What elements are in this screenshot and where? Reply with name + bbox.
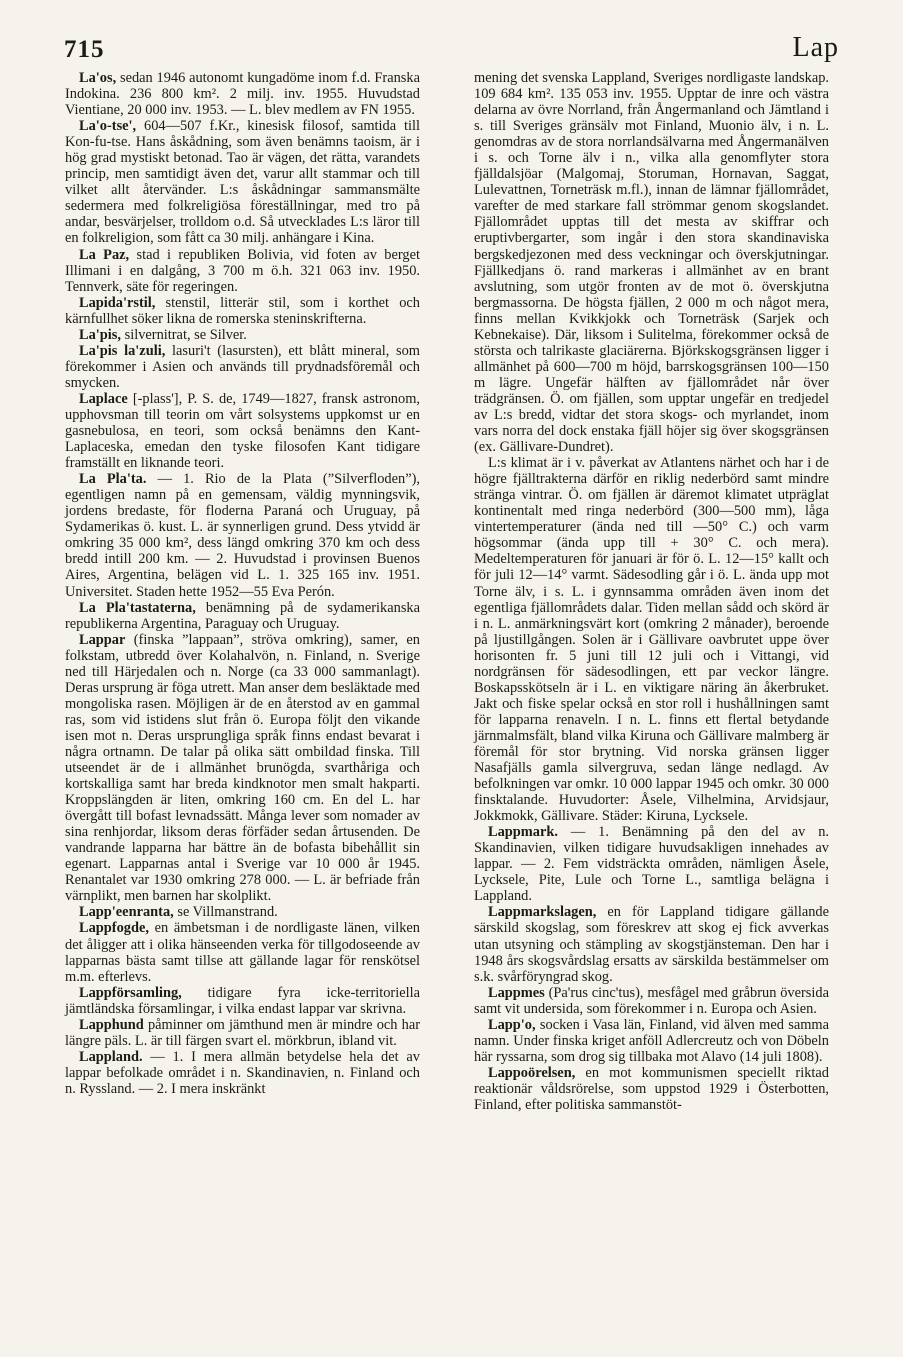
entry-text: lasuri't (lasursten), ett blått mineral, som förekommer i Asien och används till prydnadsföremål och smycken. (65, 342, 421, 391)
entry-text: påminner om jämthund men är mindre och har längre päls. L. är till färgen svart el. mörkbrun, ibland vit. (65, 1016, 420, 1049)
entry-headword: La'pis la'zuli, (79, 342, 166, 359)
entry-headword: La Pla'tastaterna, (79, 599, 196, 616)
dictionary-entry (65, 118, 420, 246)
dictionary-entry (474, 70, 829, 455)
dictionary-entry (65, 327, 420, 343)
entry-headword: Lappmarkslagen, (488, 904, 597, 921)
dictionary-entry (65, 1049, 420, 1097)
entry-headword: Lapp'eenranta, (79, 904, 174, 921)
entry-text: stad i republiken Bolivia, vid foten av berget Illimani i en dalgång, 3 700 m ö.h. 321 063 inv. 1950. Tennverk, säte för regeringen. (65, 246, 420, 295)
dictionary-entry (65, 343, 420, 391)
entry-text: (Pa'rus cinc'tus), mesfågel med gråbrun översida samt vit undersida, som förekommer i n. Europa och Asien. (474, 984, 829, 1017)
dictionary-entry (474, 985, 829, 1017)
entry-text: [-plass'], P. S. de, 1749—1827, fransk astronom, upphovsman till teorin om vårt solsystems uppkomst ur en gasnebulosa, en teori, som också benämns den Kant-Laplaceska, emedan den tyske filosofen Kant tidigare framställt en liknande teori. (65, 390, 420, 472)
entry-headword: Lapphund (79, 1016, 144, 1033)
entry-headword: Lappmark. (488, 824, 558, 841)
page-number: 715 (64, 36, 105, 63)
entry-text: 604—507 f.Kr., kinesisk filosof, samtida till Kon-fu-tse. Hans åskådning, som även benämns taoism, är i hög grad mystiskt betonad. Tao är vägen, det rätta, varandets princip, men samtidigt även det, varur allt stammar och till vilket allt återvänder. L:s åskådningar sammansmälte sedermera med folkreligiösa föreställningar, med tro på andar, besvärjelser, trolldom o.d. Så utvecklades L:s läror till en folkreligion, som fått ca 30 milj. anhängare i Kina. (65, 118, 420, 247)
entry-headword: La'os, (79, 70, 117, 86)
entry-text: (finska ”lappaan”, ströva omkring), samer, en folkstam, utbredd över Kolahalvön, n. Finland, n. Sverige ned till Härjedalen och n. Norge (ca 33 000 sammanlagt). Deras ursprung är föga utrett. Man anser dem besläktade med mongoliska rasen. Möjligen är de en återstod av en gammal ras, som vid istidens slut från ö. Europa följt den vikande isen mot n. Deras ursprungliga språk finns endast bevarat i några ortnamn. De talar på olika sätt ombildad finska. Till utseendet är de i allmänhet brunögda, svarthåriga och kortskalliga samt har breda kindknotor men smalt hakparti. Kroppslängden är liten, omkring 160 cm. En del L. har övergått till bofast levnadssätt. Många lever som nomader av sina renhjordar, liksom deras förfäder sedan årtusenden. De vandrande lapparna har bättre än de bofasta bibehållit sin egenart. Lapparnas antal i Sverige var 10 000 år 1945. Renantalet var 1930 omkring 278 000. — L. är befriade från värnplikt, men barnen har skolplikt. (65, 631, 420, 905)
entry-text: — 1. I mera allmän betydelse hela det av lappar befolkade området i n. Skandinavien, n. Finland och n. Ryssland. — 2. I mera inskränkt (65, 1048, 420, 1097)
dictionary-entry (65, 985, 420, 1017)
dictionary-entry (474, 1065, 829, 1113)
entry-text: — 1. Rio de la Plata (”Silverfloden”), egentligen namn på en gemensam, väldig mynningsvik, jordens bredaste, för floderna Paraná och Uruguay, på Sydamerikas ö. kust. L. är synnerligen grund. Dess ytvidd är omkring 35 000 km², dess längd omkring 370 km och dess bredd intill 200 km. — 2. Huvudstad i provinsen Buenos Aires, Argentina, belägen vid L. 1. 325 165 inv. 1951. Universitet. Staden hette 1952—55 Eva Perón. (65, 471, 420, 600)
entry-text: benämning på de sydamerikanska republikerna Argentina, Paraguay och Uruguay. (65, 599, 420, 632)
dictionary-entry (65, 295, 420, 327)
entry-text: mening det svenska Lappland, Sveriges nordligaste landskap. 109 684 km². 135 053 inv. 1955. Upptar de inre och västra delarna av övre Norrland, från Ångermanland och Jämtland i s. till Sveriges gränsälv mot Finland, Muonio älv, i n. L. genomdras av de stora norrlandsälvarna med Ångermanälven i s. och Torne älv i n., vilka alla genomflyter stora fjälldalsjöar (Malgomaj, Storuman, Hornavan, Saggat, Lulevattnen, Torneträsk m.fl.), innan de lämnar fjällområdet, varefter de med starkare fall strömmar genom skogslandet. Fjällområdet upptas till det mesta av skiffrar och eruptivbergarter, som ingår i den stora skandinaviska bergskedjezonen med dess veckningar och överskjutningar. Fjällkedjans ö. rand markeras i allmänhet av en brant avslutning, som utgör fronten av de mot ö. överskjutna bergmassorna. De högsta fjällen, 2 000 m och något mera, finns mellan Kvikkjokk och Torneträsk (Sarjek och Kebnekaise). Där, liksom i Sulitelma, förekommer också de största och talrikaste glaciärerna. Björkskogsgränsen ligger i allmänhet på 600—700 m höjd, barrskogsgränsen 100—150 m lägre. Ungefär hälften av fjällområdet når över trädgränsen. Ö. om fjällen, som upptar ungefär en tredjedel av L:s bredd, vidtar det stora skogs- och myrlandet, inom vars norra del dock enstaka fjäll höjer sig över skogsgränsen (ex. Gällivare-Dundret). (474, 70, 829, 456)
entry-headword: Lappfogde, (79, 920, 149, 937)
entry-headword: La Paz, (79, 246, 130, 263)
entry-text: en mot kommunismen speciellt riktad reaktionär våldsrörelse, som uppstod 1929 i Österbotten, Finland, efter politiska sammanstöt- (474, 1064, 829, 1113)
dictionary-entry (474, 1017, 829, 1065)
dictionary-entry (65, 471, 420, 599)
entry-text: silvernitrat, se Silver. (121, 326, 247, 343)
entry-text: en ämbetsman i de nordligaste länen, vilken det åligger att i olika hänseenden verka för tillgodoseende av lapparnas bästa samt tillse att gällande lagar för renskötsel m.m. efterlevs. (65, 920, 420, 985)
entry-headword: Lapp'o, (488, 1016, 536, 1033)
entry-headword: La Pla'ta. (79, 471, 147, 488)
dictionary-entry (65, 920, 420, 984)
dictionary-entry (65, 1017, 420, 1049)
entry-headword: La'pis, (79, 326, 121, 343)
dictionary-entry (65, 632, 420, 905)
right-column (474, 70, 829, 1113)
dictionary-entry (474, 455, 829, 824)
dictionary-entry (65, 600, 420, 632)
entry-headword: Lappförsamling, (79, 984, 182, 1001)
dictionary-entry (65, 391, 420, 471)
entry-text: L:s klimat är i v. påverkat av Atlantens närhet och har i de högre fjälltrakterna därför en riklig nederbörd samt mindre stränga vintrar. Ö. om fjällen är däremot klimatet utpräglat kontinentalt med ringa nederbörd (300—500 mm), låga vintertemperaturer (ända ned till —50° C.) och varm högsommar (ända upp till + 30° C. och mera). Medeltemperaturen för januari är för ö. L. 12—15° kallt och för juli 12—14° varmt. Sädesodling går i ö. L. ända upp mot Torne älv, i s. L. i gynnsamma områden även inom det egentliga fjällområdets dalar. Tiden mellan sådd och skörd är i n. L. anmärkningsvärt kort (omkring 2 månader), beroende på ljustillgången. Solen är i Gällivare oavbrutet uppe över horisonten fr. 5 juni till 12 juli och i Vittangi, vid nordgränsen för sädesodlingen, ett par veckor längre. Boskapsskötseln är i L. en viktigare näring än åkerbruket. Jakt och fiske spelar också en stor roll i hushållningen samt för lapparna renaveln. I n. L. finns ett flertal betydande järnmalmsfält, bland vilka Kiruna och Gällivare malmberg är föremål för stor brytning. Vid norska gränsen ligger Nasafjälls gamla silvergruva, sedan länge nedlagd. Av befolkningen var omkr. 10 000 lappar 1945 och omkr. 30 000 finsktalande. Huvudorter: Åsele, Vilhelmina, Arvidsjaur, Jokkmokk, Gällivare. Städer: Kiruna, Lycksele. (474, 455, 829, 825)
dictionary-entry (474, 824, 829, 904)
dictionary-entry (65, 904, 420, 920)
entry-headword: Lappar (79, 631, 126, 648)
entry-headword: Lappland. (79, 1048, 143, 1065)
entry-text: stenstil, litterär stil, som i korthet och kärnfullhet söker likna de romerska steninskrifterna. (65, 294, 420, 327)
dictionary-entry (65, 70, 420, 118)
entry-headword: Lappmes (488, 984, 545, 1001)
entry-text: se Villmanstrand. (173, 904, 278, 921)
entry-headword: Lapida'rstil, (79, 294, 156, 311)
running-head: Lap (792, 32, 839, 63)
entry-headword: Laplace (79, 390, 128, 407)
entry-headword: Lappoörelsen, (488, 1064, 576, 1081)
entry-text: socken i Vasa län, Finland, vid älven med samma namn. Under finska kriget anföll Adlercreutz och von Döbeln här ryssarna, som drog sig tillbaka mot Alavo (14 juli 1808). (474, 1016, 829, 1065)
dictionary-entry (65, 247, 420, 295)
entry-text: — 1. Benämning på den del av n. Skandinavien, vilken tidigare huvudsakligen innehades av lappar. — 2. Fem vidsträckta områden, nämligen Åsele, Lycksele, Pite, Lule och Torne L., samtliga belägna i Lappland. (474, 824, 829, 905)
entry-headword: La'o-tse', (79, 118, 137, 135)
left-column (65, 70, 420, 1097)
dictionary-entry (474, 904, 829, 984)
entry-text: en för Lappland tidigare gällande särskild skogslag, som föreskrev att skog ej fick avverkas utan utsyning och stämpling av skogstjänsteman. Den har i 1948 års skogsvårdslag ersatts av särskilda bestämmelser om s.k. svårföryngrad skog. (474, 904, 829, 985)
entry-text: sedan 1946 autonomt kungadöme inom f.d. Franska Indokina. 236 800 km². 2 milj. inv. 1955. Huvudstad Vientiane, 20 000 inv. 1953. — L. blev medlem av FN 1955. (65, 70, 420, 119)
entry-text: tidigare fyra icke-territoriella jämtländska församlingar, i vilka endast lappar var skrivna. (65, 984, 420, 1017)
